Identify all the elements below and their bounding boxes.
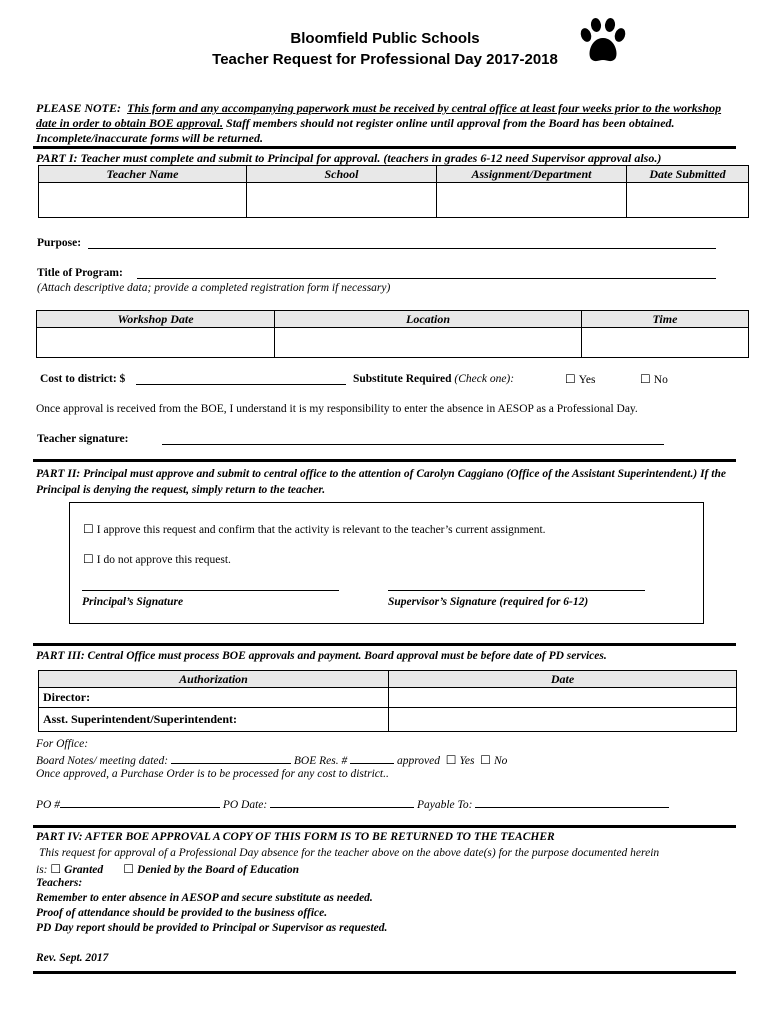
- part1-heading: PART I: Teacher must complete and submit to Principal for approval. (teachers in grades 6-12 need Supervisor approval also.): [36, 151, 662, 165]
- teacher-name-field[interactable]: [39, 183, 247, 218]
- checkbox-icon[interactable]: ☐: [640, 372, 651, 386]
- location-field[interactable]: [275, 328, 582, 358]
- boe-res-label: BOE Res. #: [293, 755, 348, 767]
- col-teacher-name: Teacher Name: [39, 166, 247, 183]
- granted-label: Granted: [64, 864, 104, 876]
- po-line: [36, 797, 669, 811]
- purpose-label: Purpose:: [37, 237, 82, 249]
- payable-label: Payable To:: [416, 799, 473, 811]
- supervisor-signature-field[interactable]: [388, 580, 645, 591]
- board-notes-line: [36, 753, 507, 767]
- deny-text: I do not approve this request.: [96, 554, 231, 566]
- substitute-text: Substitute Required: [353, 373, 452, 385]
- principal-signature-label: Principal’s Signature: [82, 596, 184, 608]
- program-label: Title of Program:: [37, 267, 123, 279]
- purpose-field[interactable]: [88, 236, 716, 249]
- checkbox-icon[interactable]: ☐: [123, 862, 135, 876]
- part4-heading: PART IV: AFTER BOE APPROVAL A COPY OF THIS FORM IS TO BE RETURNED TO THE TEACHER: [36, 831, 555, 843]
- principal-signature-field[interactable]: [82, 580, 339, 591]
- for-office-label: For Office:: [36, 738, 89, 750]
- note-underlined: This form and any accompanying paperwork must be received by central office at least four weeks prior to the workshop date in order to obtain BOE approval.: [36, 101, 722, 130]
- col-location: Location: [275, 311, 582, 328]
- director-row: Director:: [39, 688, 389, 708]
- checkbox-icon[interactable]: ☐: [50, 862, 62, 876]
- substitute-no-option[interactable]: [640, 372, 668, 386]
- divider: [33, 643, 736, 646]
- teacher-info-table: [38, 165, 749, 218]
- time-field[interactable]: [582, 328, 749, 358]
- teacher-signature-label: Teacher signature:: [37, 433, 129, 445]
- board-notes-field[interactable]: [171, 753, 291, 764]
- approve-text: I approve this request and confirm that the activity is relevant to the teacher’s current assignment.: [96, 524, 546, 536]
- paw-icon: [577, 18, 629, 64]
- checkbox-icon[interactable]: ☐: [83, 522, 94, 536]
- reminder-3: PD Day report should be provided to Principal or Supervisor as requested.: [36, 922, 388, 934]
- payable-field[interactable]: [475, 797, 669, 808]
- checkbox-icon[interactable]: ☐: [565, 372, 576, 386]
- school-field[interactable]: [247, 183, 437, 218]
- date-submitted-field[interactable]: [627, 183, 749, 218]
- divider: [33, 971, 736, 974]
- note-label: PLEASE NOTE:: [36, 101, 122, 115]
- po-date-label: PO Date:: [222, 799, 268, 811]
- col-date-submitted: Date Submitted: [627, 166, 749, 183]
- authorization-table: [38, 670, 737, 732]
- form-title: Teacher Request for Professional Day 2017-2018: [212, 51, 558, 68]
- col-time: Time: [582, 311, 749, 328]
- col-workshop-date: Workshop Date: [37, 311, 275, 328]
- col-assignment: Assignment/Department: [437, 166, 627, 183]
- col-date: Date: [389, 671, 737, 688]
- yes-label: Yes: [578, 374, 596, 386]
- checkbox-icon[interactable]: ☐: [83, 552, 94, 566]
- director-date-field[interactable]: [389, 688, 737, 708]
- program-field[interactable]: [137, 266, 716, 279]
- cost-label: Cost to district: $: [40, 373, 126, 385]
- checkbox-icon[interactable]: ☐: [445, 753, 457, 767]
- superintendent-row: Asst. Superintendent/Superintendent:: [39, 708, 389, 732]
- approve-option[interactable]: [83, 522, 546, 536]
- teacher-signature-field[interactable]: [162, 432, 664, 445]
- part4-text: This request for approval of a Professional Day absence for the teacher above on the above date(s) for the purpose documented herein: [39, 847, 660, 859]
- understand-text: Once approval is received from the BOE, I understand it is my responsibility to enter the absence in AESOP as a Professional Day.: [36, 403, 638, 415]
- divider: [33, 459, 736, 462]
- no-label: No: [493, 755, 508, 767]
- workshop-table: [36, 310, 749, 358]
- cost-field[interactable]: [136, 372, 346, 385]
- divider: [33, 825, 736, 828]
- po-date-field[interactable]: [270, 797, 414, 808]
- divider: [33, 146, 736, 149]
- note-rest: Staff members should not register online until approval from the Board has been obtained. Incomplete/inaccurate forms will be returned.: [36, 116, 675, 145]
- approved-label: approved: [396, 755, 440, 767]
- program-note: (Attach descriptive data; provide a completed registration form if necessary): [37, 282, 391, 294]
- substitute-label: [353, 373, 514, 385]
- board-notes-label: Board Notes/ meeting dated:: [36, 755, 169, 767]
- po-number-field[interactable]: [60, 797, 220, 808]
- please-note: [36, 101, 736, 146]
- decision-line: [36, 862, 299, 876]
- part2-heading: PART II: Principal must approve and submit to central office to the attention of Carolyn Caggiano (Office of the Assistant Superintendent.) If the Principal is denying the request, simply return to the teacher.: [36, 468, 726, 496]
- boe-res-field[interactable]: [350, 753, 394, 764]
- revision-date: Rev. Sept. 2017: [36, 952, 109, 964]
- po-note: Once approved, a Purchase Order is to be processed for any cost to district..: [36, 768, 389, 780]
- assignment-field[interactable]: [437, 183, 627, 218]
- yes-label: Yes: [459, 755, 475, 767]
- denied-label: Denied by the Board of Education: [137, 864, 299, 876]
- teachers-label: Teachers:: [36, 877, 83, 889]
- workshop-date-field[interactable]: [37, 328, 275, 358]
- supervisor-signature-label: Supervisor’s Signature (required for 6-12): [388, 596, 589, 608]
- reminder-2: Proof of attendance should be provided to the business office.: [36, 907, 328, 919]
- checkbox-icon[interactable]: ☐: [480, 753, 491, 767]
- reminder-1: Remember to enter absence in AESOP and secure substitute as needed.: [36, 892, 373, 904]
- col-school: School: [247, 166, 437, 183]
- substitute-yes-option[interactable]: [565, 372, 596, 386]
- po-number-label: PO #: [36, 799, 60, 811]
- deny-option[interactable]: [83, 552, 231, 566]
- no-label: No: [653, 374, 668, 386]
- part3-heading: PART III: Central Office must process BOE approvals and payment. Board approval must be before date of PD services.: [36, 650, 607, 662]
- is-label: is:: [36, 864, 48, 876]
- substitute-hint: (Check one):: [454, 373, 515, 385]
- col-authorization: Authorization: [39, 671, 389, 688]
- superintendent-date-field[interactable]: [389, 708, 737, 732]
- school-name: Bloomfield Public Schools: [290, 30, 480, 47]
